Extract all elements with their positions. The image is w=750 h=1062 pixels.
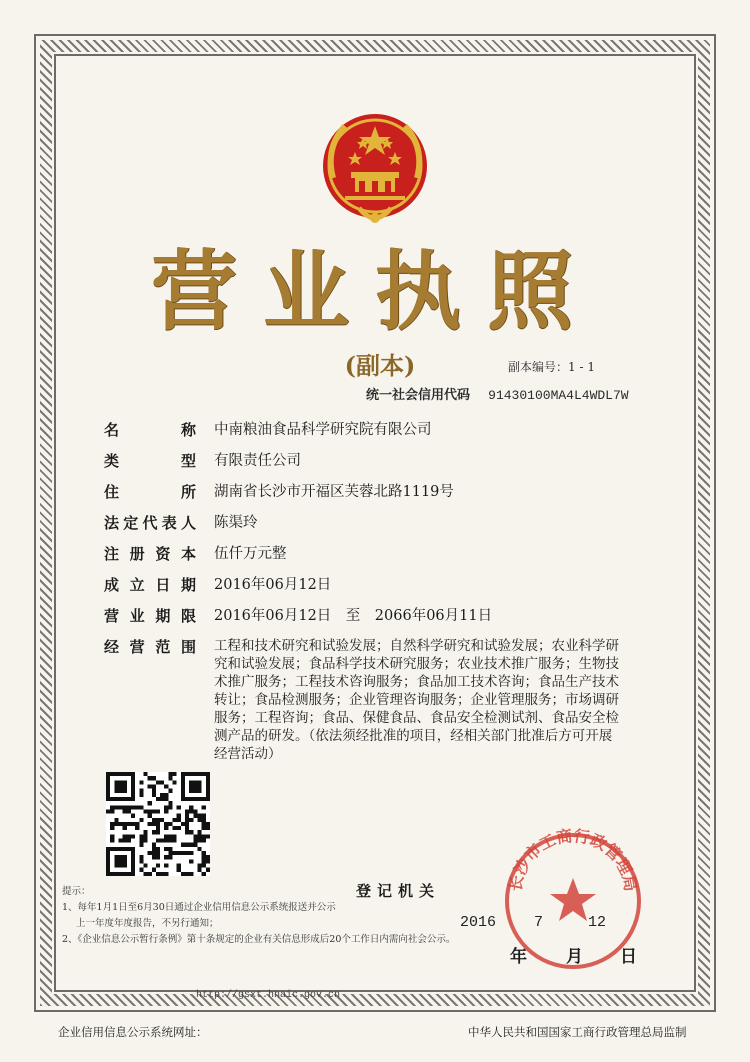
- license-fields: [104, 420, 624, 774]
- credit-code-label: 统一社会信用代码: [366, 388, 471, 403]
- field-legal-rep: [104, 513, 624, 533]
- field-value: 2016年06月12日 至 2066年06月11日: [214, 608, 493, 624]
- field-label: 名称: [104, 421, 196, 439]
- field-label: 住所: [104, 483, 196, 501]
- notes-heading: 提示：: [62, 886, 91, 897]
- field-scope: [104, 637, 624, 763]
- year-word: 年: [510, 947, 527, 967]
- footer-supervisor: 中华人民共和国国家工商行政管理总局监制: [468, 1025, 687, 1039]
- field-value: 有限责任公司: [214, 453, 301, 469]
- footer-system-label: 企业信用信息公示系统网址：: [58, 1025, 208, 1039]
- document-title: 营业执照: [151, 241, 599, 342]
- issue-month: 7: [534, 914, 544, 931]
- issue-year: 2016: [460, 914, 497, 931]
- notes: [62, 884, 522, 948]
- issue-day: 12: [588, 914, 607, 931]
- field-capital: [104, 544, 624, 564]
- website-url[interactable]: http://gsxt.hnaic.gov.cn: [196, 990, 341, 1001]
- field-name: [104, 420, 624, 440]
- credit-code-value: 91430100MA4L4WDL7W: [488, 388, 629, 403]
- field-label: 注册资本: [104, 545, 196, 563]
- field-type: [104, 451, 624, 471]
- field-established: [104, 575, 624, 595]
- national-emblem-icon: [315, 108, 435, 236]
- field-value: 湖南省长沙市开福区芙蓉北路1119号: [214, 484, 454, 500]
- field-value: 工程和技术研究和试验发展；自然科学研究和试验发展；农业科学研究和试验发展；食品科学技术研究服务；农业技术推广服务；生物技术推广服务；工程技术咨询服务；食品加工技术咨询；食品生产技术转让；食品检测服务；企业管理咨询服务；企业管理服务；市场调研服务；工程咨询；食品、保健食品、食品安全检测试剂、食品安全检测产品的研发。（依法须经批准的项目，经相关部门批准后方可开展经营活动）: [214, 638, 619, 762]
- field-value: 伍仟万元整: [214, 546, 287, 562]
- credit-code-row: [366, 384, 629, 403]
- field-value: 2016年06月12日: [214, 577, 332, 593]
- note-item: 1、每年1月1日至6月30日通过企业信用信息公示系统报送并公示: [62, 902, 336, 913]
- note-item: 2、《企业信息公示暂行条例》第十条规定的企业有关信息形成后20个工作日内需向社会公示。: [62, 934, 456, 945]
- svg-text:长沙市工商行政管理局: 长沙市工商行政管理局: [505, 826, 641, 893]
- field-label: 经营范围: [104, 638, 196, 656]
- qr-code[interactable]: [106, 772, 210, 876]
- field-term: [104, 606, 624, 626]
- month-word: 月: [566, 947, 583, 967]
- copy-number: 副本编号：1 - 1: [508, 360, 595, 374]
- field-label: 类型: [104, 452, 196, 470]
- field-value: 陈渠玲: [214, 515, 258, 531]
- field-value: 中南粮油食品科学研究院有限公司: [214, 422, 432, 438]
- registration-authority: 登记机关: [356, 882, 441, 900]
- field-label: 营业期限: [104, 607, 196, 625]
- day-word: 日: [620, 947, 637, 967]
- field-label: 法定代表人: [104, 514, 196, 532]
- field-address: [104, 482, 624, 502]
- note-item: 上一年度年度报告，不另行通知；: [76, 918, 219, 929]
- copy-label: (副本): [344, 351, 416, 380]
- field-label: 成立日期: [104, 576, 196, 594]
